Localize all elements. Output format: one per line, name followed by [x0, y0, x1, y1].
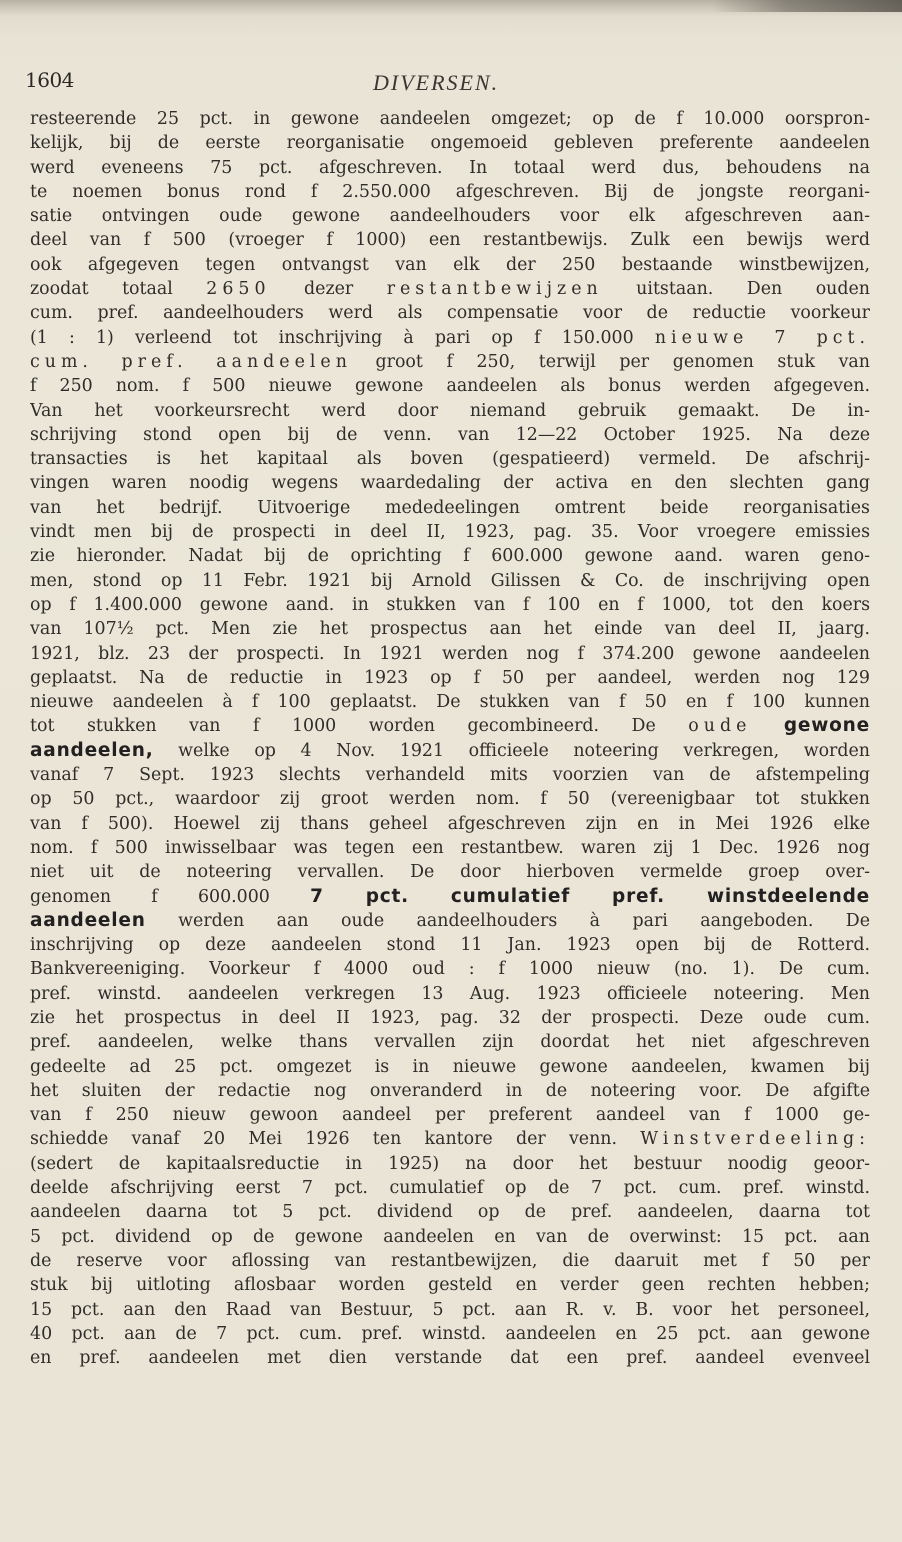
bold-heading-term: 7 pct. cumulatief pref. winstdeelende [310, 885, 870, 907]
text-segment: niet uit de noteering vervallen. De door hierboven vermelde groep over- [30, 862, 870, 883]
text-line [30, 1200, 870, 1224]
text-line [30, 1322, 870, 1346]
text-segment: zie het prospectus in deel II 1923, pag. 32 der prospecti. Deze oude cum. [30, 1007, 870, 1028]
running-head: DIVERSEN. [373, 70, 500, 95]
text-line [30, 1127, 870, 1151]
text-line [30, 860, 870, 884]
spaced-emphasis: Winstverdeeling: [640, 1129, 870, 1150]
text-line [30, 714, 870, 738]
spaced-emphasis: oude [688, 716, 752, 737]
text-line [30, 496, 870, 520]
text-segment: van f 250 nieuw gewoon aandeel per preferent aandeel van f 1000 ge- [30, 1105, 870, 1126]
text-segment: resteerende 25 pct. in gewone aandeelen omgezet; op de f 10.000 oorspron- [30, 109, 870, 129]
text-segment: gedeelte ad 25 pct. omgezet is in nieuwe gewone aandeelen, kwamen bij [30, 1056, 870, 1077]
spaced-emphasis: 2650 [206, 279, 271, 300]
text-segment: 5 pct. dividend op de gewone aandeelen en van de overwinst: 15 pct. aan [30, 1226, 870, 1247]
text-line [30, 1273, 870, 1297]
text-segment: de reserve voor aflossing van restantbewijzen, die daaruit met f 50 per [30, 1250, 870, 1271]
text-segment: schiedde vanaf 20 Mei 1926 ten kantore der venn. [30, 1129, 641, 1150]
text-line [30, 1225, 870, 1249]
text-segment: 40 pct. aan de 7 pct. cum. pref. winstd. aandeelen en 25 pct. aan gewone [30, 1323, 870, 1344]
text-line [30, 909, 870, 933]
body-text [30, 107, 870, 1370]
text-segment [751, 716, 784, 736]
text-segment: dezer [270, 279, 387, 300]
text-segment: cum. pref. aandeelhouders werd als compensatie voor de reductie voorkeur [30, 303, 870, 324]
text-segment: zoodat totaal [30, 279, 207, 300]
text-segment: zie hieronder. Nadat bij de oprichting f 600.000 gewone aand. waren geno- [30, 546, 870, 567]
spaced-emphasis: cum. pref. aandeelen [30, 351, 352, 372]
text-line [30, 1055, 870, 1079]
text-segment: het sluiten der redactie nog onveranderd in de noteering voor. De afgifte [30, 1080, 870, 1101]
text-segment: nom. f 500 inwisselbaar was tegen een restantbew. waren zij 1 Dec. 1926 nog [30, 837, 870, 858]
text-line [30, 204, 870, 228]
text-segment: stuk bij uitloting aflosbaar worden gesteld en verder geen rechten hebben; [30, 1275, 870, 1296]
text-line [30, 1176, 870, 1200]
text-line [30, 277, 870, 301]
text-line [30, 544, 870, 568]
text-segment: vanaf 7 Sept. 1923 slechts verhandeld mits voorzien van de afstempeling [30, 765, 870, 786]
text-line [30, 447, 870, 471]
text-line [30, 399, 870, 423]
text-segment: f 250 nom. f 500 nieuwe gewone aandeelen als bonus werden afgegeven. [30, 376, 870, 397]
bold-heading-term: aandeelen, [30, 739, 154, 761]
text-segment: satie ontvingen oude gewone aandeelhouders voor elk afgeschreven aan- [30, 206, 870, 227]
text-line [30, 836, 870, 860]
text-segment: deel van f 500 (vroeger f 1000) een restantbewijs. Zulk een bewijs werd [30, 230, 870, 251]
page-header [0, 64, 902, 100]
text-line [30, 1030, 870, 1054]
text-line [30, 933, 870, 957]
text-segment: aandeelen daarna tot 5 pct. dividend op de pref. aandeelen, daarna tot [30, 1202, 870, 1223]
text-line [30, 739, 870, 763]
text-segment: groot f 250, terwijl per genomen stuk van [351, 351, 870, 372]
text-line [30, 1006, 870, 1030]
text-line [30, 1346, 870, 1370]
text-segment: werd eveneens 75 pct. afgeschreven. In totaal werd dus, behoudens na [30, 157, 870, 178]
text-line [30, 763, 870, 787]
text-segment: en pref. aandeelen met dien verstande dat een pref. aandeel evenveel [30, 1348, 870, 1369]
text-line [30, 423, 870, 447]
text-segment: deelde afschrijving eerst 7 pct. cumulatief op de 7 pct. cum. pref. winstd. [30, 1178, 870, 1199]
text-segment: 15 pct. aan den Raad van Bestuur, 5 pct. aan R. v. B. voor het personeel, [30, 1299, 870, 1320]
text-segment: nieuwe aandeelen à f 100 geplaatst. De stukken van f 50 en f 100 kunnen [30, 692, 870, 713]
text-segment: op 50 pct., waardoor zij groot werden nom. f 50 (vereenigbaar tot stukken [30, 789, 870, 810]
text-line [30, 374, 870, 398]
text-segment: kelijk, bij de eerste reorganisatie ongemoeid gebleven preferente aandeelen [30, 133, 870, 154]
text-line [30, 1298, 870, 1322]
spaced-emphasis: nieuwe 7 pct. [654, 327, 870, 348]
text-segment: op f 1.400.000 gewone aand. in stukken van f 100 en f 1000, tot den koers [30, 594, 870, 615]
text-segment: uitstaan. Den ouden [602, 279, 870, 300]
text-segment: van het bedrijf. Uitvoerige mededeelingen omtrent beide reorganisaties [30, 497, 870, 518]
text-line [30, 107, 870, 131]
text-segment: genomen f 600.000 [30, 886, 311, 907]
text-line [30, 326, 870, 350]
text-segment: van f 500). Hoewel zij thans geheel afgeschreven zijn en in Mei 1926 elke [30, 813, 870, 834]
text-line [30, 617, 870, 641]
text-line [30, 471, 870, 495]
text-line [30, 520, 870, 544]
text-segment: schrijving stond open bij de venn. van 12—22 October 1925. Na deze [30, 424, 870, 445]
text-segment: Bankvereeniging. Voorkeur f 4000 oud : f 1000 nieuw (no. 1). De cum. [30, 959, 870, 980]
text-line [30, 350, 870, 374]
text-line [30, 301, 870, 325]
text-line [30, 787, 870, 811]
text-segment: geplaatst. Na de reductie in 1923 op f 50 per aandeel, werden nog 129 [30, 667, 870, 688]
text-line [30, 982, 870, 1006]
text-segment: inschrijving op deze aandeelen stond 11 Jan. 1923 open bij de Rotterd. [30, 935, 870, 956]
text-segment: men, stond op 11 Febr. 1921 bij Arnold Gilissen & Co. de inschrijving open [30, 570, 870, 591]
text-segment: vingen waren noodig wegens waardedaling der activa en den slechten gang [30, 473, 870, 494]
text-segment: transacties is het kapitaal als boven (gespatieerd) vermeld. De afschrij- [30, 449, 870, 470]
text-segment: pref. winstd. aandeelen verkregen 13 Aug. 1923 officieele noteering. Men [30, 983, 870, 1004]
text-line [30, 666, 870, 690]
text-segment: ook afgegeven tegen ontvangst van elk der 250 bestaande winstbewijzen, [30, 254, 870, 275]
text-segment: (sedert de kapitaalsreductie in 1925) na door het bestuur noodig geoor- [30, 1153, 870, 1174]
text-line [30, 957, 870, 981]
text-segment: te noemen bonus rond f 2.550.000 afgeschreven. Bij de jongste reorgani- [30, 181, 870, 202]
text-segment: (1 : 1) verleend tot inschrijving à pari op f 150.000 [30, 327, 655, 348]
bold-heading-term: gewone [783, 715, 870, 737]
text-line [30, 885, 870, 909]
text-segment: tot stukken van f 1000 worden gecombineerd. De [30, 716, 689, 737]
spaced-emphasis: restantbewijzen [386, 279, 603, 300]
text-line [30, 642, 870, 666]
text-segment: welke op 4 Nov. 1921 officieele noteering verkregen, worden [153, 740, 870, 761]
text-line [30, 1103, 870, 1127]
bold-heading-term: aandeelen [30, 909, 146, 931]
text-line [30, 812, 870, 836]
text-line [30, 1152, 870, 1176]
text-line [30, 1079, 870, 1103]
text-segment: pref. aandeelen, welke thans vervallen zijn doordat het niet afgeschreven [30, 1032, 870, 1053]
text-line [30, 1249, 870, 1273]
text-line [30, 569, 870, 593]
text-segment: Van het voorkeursrecht werd door niemand gebruik gemaakt. De in- [30, 400, 870, 421]
text-line [30, 253, 870, 277]
text-line [30, 690, 870, 714]
text-segment: werden aan oude aandeelhouders à pari aangeboden. De [145, 910, 870, 931]
text-line [30, 180, 870, 204]
text-segment: vindt men bij de prospecti in deel II, 1923, pag. 35. Voor vroegere emissies [30, 522, 870, 543]
text-segment: van 107½ pct. Men zie het prospectus aan het einde van deel II, jaarg. [30, 619, 870, 640]
text-segment: 1921, blz. 23 der prospecti. In 1921 werden nog f 374.200 gewone aandeelen [30, 643, 870, 664]
scan-edge-smudge [712, 0, 902, 12]
text-line [30, 156, 870, 180]
page-number: 1604 [25, 68, 74, 92]
text-line [30, 593, 870, 617]
text-line [30, 131, 870, 155]
text-line [30, 228, 870, 252]
